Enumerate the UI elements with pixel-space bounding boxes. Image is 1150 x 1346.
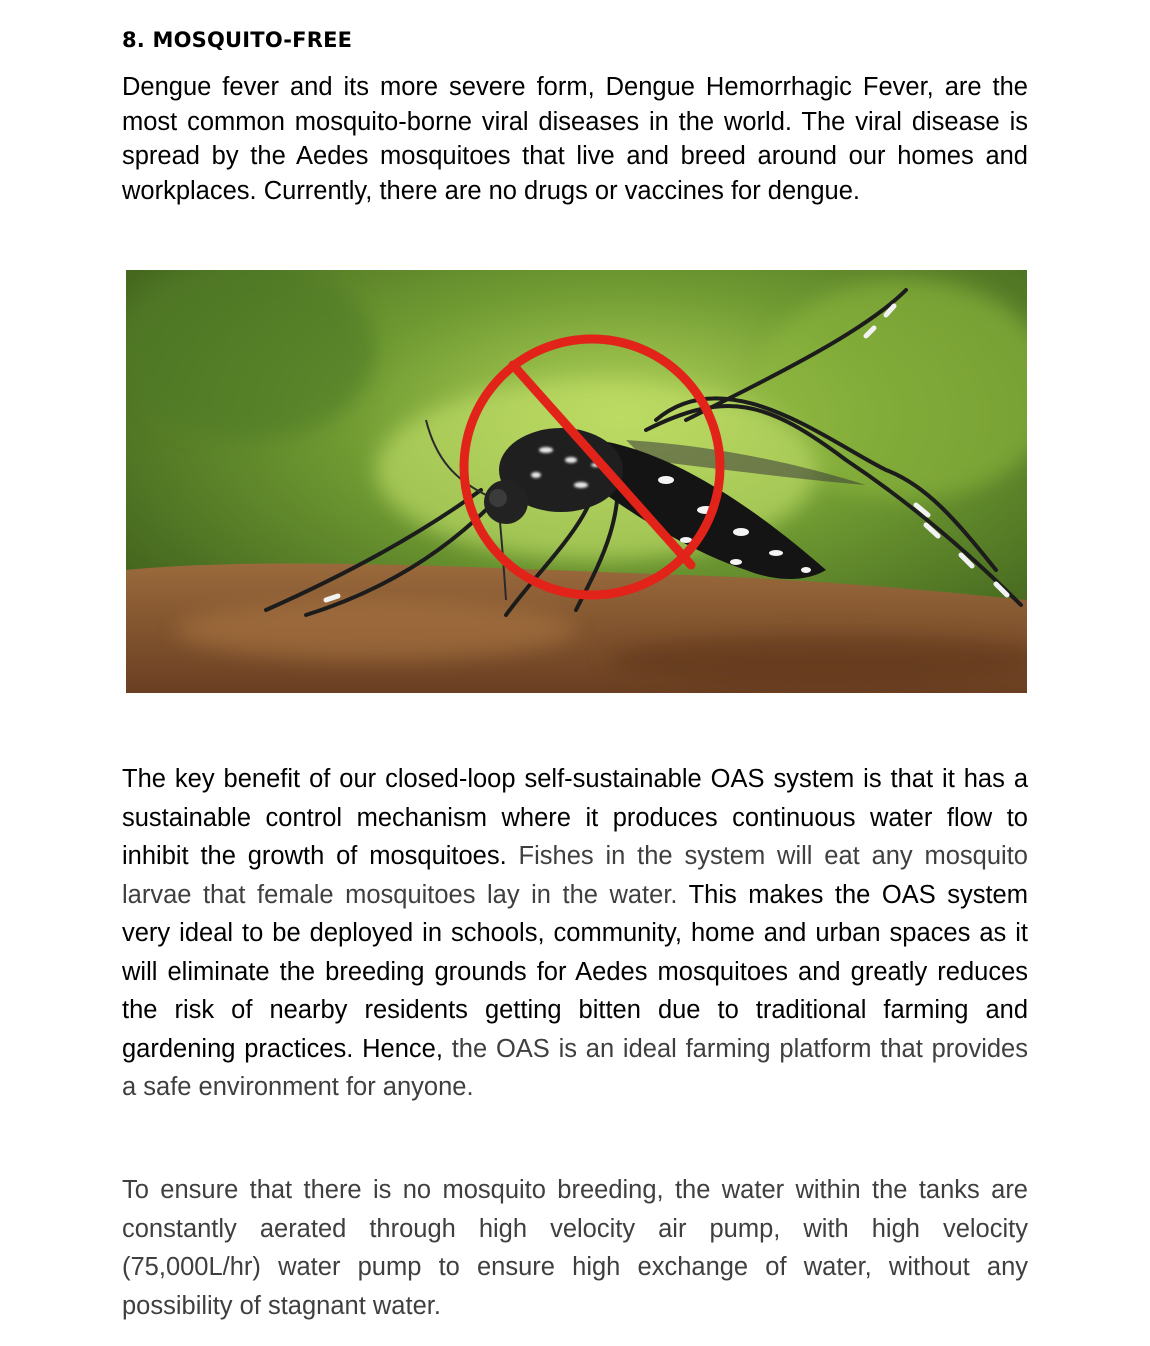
benefit-text-4: the OAS is an ideal farming platform that provides a safe environment for anyone. [122, 1034, 1028, 1101]
intro-paragraph: Dengue fever and its more severe form, Dengue Hemorrhagic Fever, are the most common mosquito-borne viral diseases in the world. The viral disease is spread by the Aedes mosquitoes that live and breed around our homes and workplaces. Currently, there are no drugs or vaccines for dengue. [122, 73, 1028, 205]
mosquito-photo [126, 270, 1027, 693]
aeration-paragraph: To ensure that there is no mosquito breeding, the water within the tanks are constantly aerated through high velocity air pump, with high velocity (75,000L/hr) water pump to ensure high exchange of water, without any possibility of stagnant water. [122, 1176, 1028, 1320]
benefit-paragraph [122, 760, 1028, 1107]
section-heading: 8. MOSQUITO-FREE [122, 28, 353, 52]
benefit-text-3: This makes the OAS system very ideal to be deployed in schools, community, home and urban spaces as it will eliminate the breeding grounds for Aedes mosquitoes and greatly reduces the risk of nearby residents getting bitten due to traditional farming and gardening practices. Hence, [122, 880, 1028, 1063]
benefit-text-2: Fishes in the system will eat any mosquito larvae that female mosquitoes lay in the water. [122, 842, 1028, 909]
benefit-text-1: The key benefit of our closed-loop self-sustainable OAS system is that it has a sustainable control mechanism where it produces continuous water flow to inhibit the growth of mosquitoes. [122, 765, 1028, 870]
